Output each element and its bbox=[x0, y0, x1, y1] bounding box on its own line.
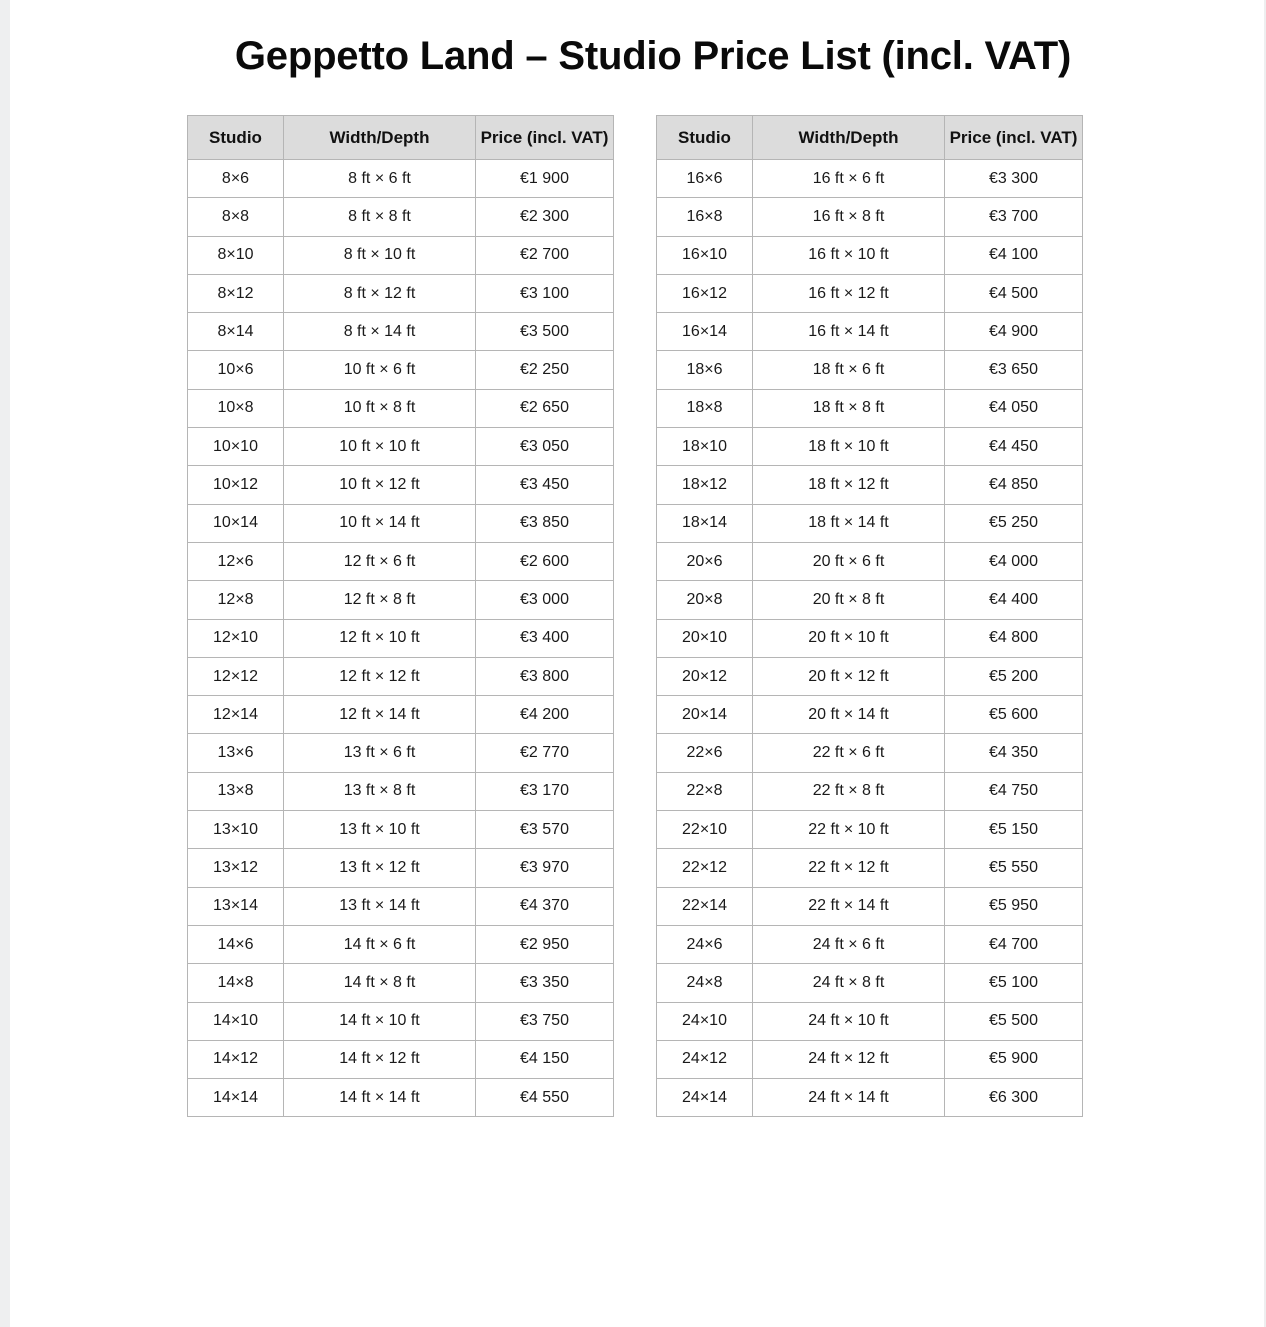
table-row bbox=[657, 428, 1083, 466]
table-row bbox=[188, 274, 614, 312]
cell-studio: 22×6 bbox=[657, 734, 753, 772]
cell-width-depth: 13 ft × 10 ft bbox=[284, 811, 476, 849]
cell-studio: 22×8 bbox=[657, 772, 753, 810]
table-row bbox=[657, 542, 1083, 580]
cell-studio: 12×8 bbox=[188, 581, 284, 619]
cell-width-depth: 20 ft × 14 ft bbox=[753, 696, 945, 734]
cell-studio: 16×12 bbox=[657, 274, 753, 312]
cell-price: €4 150 bbox=[476, 1040, 614, 1078]
cell-price: €4 800 bbox=[945, 619, 1083, 657]
cell-width-depth: 13 ft × 8 ft bbox=[284, 772, 476, 810]
cell-width-depth: 10 ft × 10 ft bbox=[284, 428, 476, 466]
cell-width-depth: 13 ft × 6 ft bbox=[284, 734, 476, 772]
cell-studio: 18×6 bbox=[657, 351, 753, 389]
cell-width-depth: 20 ft × 8 ft bbox=[753, 581, 945, 619]
cell-width-depth: 18 ft × 8 ft bbox=[753, 389, 945, 427]
cell-width-depth: 24 ft × 8 ft bbox=[753, 964, 945, 1002]
cell-width-depth: 12 ft × 12 ft bbox=[284, 657, 476, 695]
table-row bbox=[188, 389, 614, 427]
cell-price: €3 170 bbox=[476, 772, 614, 810]
cell-studio: 8×6 bbox=[188, 160, 284, 198]
table-row bbox=[657, 1079, 1083, 1117]
cell-studio: 20×12 bbox=[657, 657, 753, 695]
cell-width-depth: 14 ft × 8 ft bbox=[284, 964, 476, 1002]
cell-price: €6 300 bbox=[945, 1079, 1083, 1117]
cell-price: €4 100 bbox=[945, 236, 1083, 274]
cell-width-depth: 22 ft × 12 ft bbox=[753, 849, 945, 887]
table-row bbox=[188, 581, 614, 619]
cell-price: €2 300 bbox=[476, 198, 614, 236]
cell-studio: 16×10 bbox=[657, 236, 753, 274]
table-body bbox=[657, 160, 1083, 1117]
cell-studio: 14×14 bbox=[188, 1079, 284, 1117]
cell-width-depth: 8 ft × 14 ft bbox=[284, 313, 476, 351]
cell-width-depth: 18 ft × 14 ft bbox=[753, 504, 945, 542]
document-page bbox=[10, 0, 1264, 1327]
cell-price: €5 250 bbox=[945, 504, 1083, 542]
header-row bbox=[657, 116, 1083, 160]
cell-price: €3 500 bbox=[476, 313, 614, 351]
price-table-left bbox=[187, 115, 614, 1117]
cell-studio: 12×14 bbox=[188, 696, 284, 734]
cell-price: €5 500 bbox=[945, 1002, 1083, 1040]
cell-width-depth: 12 ft × 10 ft bbox=[284, 619, 476, 657]
cell-studio: 10×8 bbox=[188, 389, 284, 427]
table-row bbox=[188, 849, 614, 887]
cell-price: €3 570 bbox=[476, 811, 614, 849]
cell-studio: 14×12 bbox=[188, 1040, 284, 1078]
table-row bbox=[657, 351, 1083, 389]
cell-width-depth: 18 ft × 12 ft bbox=[753, 466, 945, 504]
table-row bbox=[188, 887, 614, 925]
cell-studio: 14×6 bbox=[188, 925, 284, 963]
table-header bbox=[657, 116, 1083, 160]
cell-width-depth: 14 ft × 6 ft bbox=[284, 925, 476, 963]
cell-studio: 16×8 bbox=[657, 198, 753, 236]
table-row bbox=[188, 964, 614, 1002]
cell-width-depth: 24 ft × 12 ft bbox=[753, 1040, 945, 1078]
cell-width-depth: 14 ft × 12 ft bbox=[284, 1040, 476, 1078]
cell-price: €2 250 bbox=[476, 351, 614, 389]
table-row bbox=[188, 772, 614, 810]
table-row bbox=[188, 504, 614, 542]
table-row bbox=[188, 236, 614, 274]
table-row bbox=[188, 313, 614, 351]
cell-width-depth: 24 ft × 10 ft bbox=[753, 1002, 945, 1040]
table-row bbox=[657, 925, 1083, 963]
cell-width-depth: 18 ft × 10 ft bbox=[753, 428, 945, 466]
header-width-depth: Width/Depth bbox=[284, 116, 476, 160]
table-header bbox=[188, 116, 614, 160]
cell-price: €3 400 bbox=[476, 619, 614, 657]
cell-price: €4 750 bbox=[945, 772, 1083, 810]
cell-width-depth: 8 ft × 10 ft bbox=[284, 236, 476, 274]
cell-width-depth: 16 ft × 12 ft bbox=[753, 274, 945, 312]
cell-price: €3 450 bbox=[476, 466, 614, 504]
cell-price: €4 350 bbox=[945, 734, 1083, 772]
cell-price: €5 600 bbox=[945, 696, 1083, 734]
table-row bbox=[188, 619, 614, 657]
cell-width-depth: 22 ft × 8 ft bbox=[753, 772, 945, 810]
cell-studio: 10×14 bbox=[188, 504, 284, 542]
cell-width-depth: 12 ft × 14 ft bbox=[284, 696, 476, 734]
cell-width-depth: 8 ft × 6 ft bbox=[284, 160, 476, 198]
cell-studio: 16×6 bbox=[657, 160, 753, 198]
table-row bbox=[657, 198, 1083, 236]
table-row bbox=[188, 351, 614, 389]
cell-studio: 22×14 bbox=[657, 887, 753, 925]
cell-width-depth: 16 ft × 10 ft bbox=[753, 236, 945, 274]
cell-price: €3 050 bbox=[476, 428, 614, 466]
cell-width-depth: 16 ft × 14 ft bbox=[753, 313, 945, 351]
table-row bbox=[657, 313, 1083, 351]
cell-price: €4 370 bbox=[476, 887, 614, 925]
table-row bbox=[657, 389, 1083, 427]
table-row bbox=[657, 964, 1083, 1002]
cell-studio: 12×12 bbox=[188, 657, 284, 695]
cell-studio: 22×10 bbox=[657, 811, 753, 849]
cell-price: €3 350 bbox=[476, 964, 614, 1002]
cell-studio: 10×12 bbox=[188, 466, 284, 504]
cell-width-depth: 22 ft × 10 ft bbox=[753, 811, 945, 849]
cell-studio: 18×8 bbox=[657, 389, 753, 427]
cell-studio: 14×8 bbox=[188, 964, 284, 1002]
cell-width-depth: 14 ft × 10 ft bbox=[284, 1002, 476, 1040]
cell-studio: 12×6 bbox=[188, 542, 284, 580]
cell-studio: 13×6 bbox=[188, 734, 284, 772]
cell-price: €2 650 bbox=[476, 389, 614, 427]
cell-width-depth: 13 ft × 12 ft bbox=[284, 849, 476, 887]
table-row bbox=[188, 811, 614, 849]
table-row bbox=[657, 466, 1083, 504]
table-row bbox=[657, 1040, 1083, 1078]
cell-studio: 13×10 bbox=[188, 811, 284, 849]
cell-price: €3 650 bbox=[945, 351, 1083, 389]
cell-width-depth: 18 ft × 6 ft bbox=[753, 351, 945, 389]
cell-studio: 8×8 bbox=[188, 198, 284, 236]
cell-studio: 10×6 bbox=[188, 351, 284, 389]
header-price: Price (incl. VAT) bbox=[945, 116, 1083, 160]
cell-price: €5 100 bbox=[945, 964, 1083, 1002]
table-row bbox=[188, 198, 614, 236]
page-title: Geppetto Land – Studio Price List (incl. VAT) bbox=[234, 34, 1072, 78]
cell-studio: 14×10 bbox=[188, 1002, 284, 1040]
table-row bbox=[657, 160, 1083, 198]
table-row bbox=[657, 849, 1083, 887]
table-row bbox=[657, 236, 1083, 274]
table-row bbox=[188, 696, 614, 734]
table-row bbox=[188, 466, 614, 504]
cell-studio: 18×10 bbox=[657, 428, 753, 466]
cell-studio: 24×10 bbox=[657, 1002, 753, 1040]
table-row bbox=[188, 1040, 614, 1078]
cell-price: €3 970 bbox=[476, 849, 614, 887]
cell-studio: 10×10 bbox=[188, 428, 284, 466]
cell-price: €4 000 bbox=[945, 542, 1083, 580]
table-row bbox=[657, 1002, 1083, 1040]
cell-studio: 20×6 bbox=[657, 542, 753, 580]
cell-price: €4 550 bbox=[476, 1079, 614, 1117]
cell-price: €3 750 bbox=[476, 1002, 614, 1040]
cell-width-depth: 10 ft × 6 ft bbox=[284, 351, 476, 389]
table-row bbox=[657, 657, 1083, 695]
cell-studio: 18×14 bbox=[657, 504, 753, 542]
cell-width-depth: 10 ft × 8 ft bbox=[284, 389, 476, 427]
table-row bbox=[188, 160, 614, 198]
header-row bbox=[188, 116, 614, 160]
cell-studio: 22×12 bbox=[657, 849, 753, 887]
cell-price: €4 700 bbox=[945, 925, 1083, 963]
cell-price: €4 200 bbox=[476, 696, 614, 734]
cell-studio: 12×10 bbox=[188, 619, 284, 657]
table-row bbox=[188, 925, 614, 963]
cell-width-depth: 12 ft × 8 ft bbox=[284, 581, 476, 619]
cell-price: €3 300 bbox=[945, 160, 1083, 198]
cell-price: €4 850 bbox=[945, 466, 1083, 504]
cell-studio: 24×12 bbox=[657, 1040, 753, 1078]
cell-price: €1 900 bbox=[476, 160, 614, 198]
cell-studio: 24×14 bbox=[657, 1079, 753, 1117]
cell-studio: 20×10 bbox=[657, 619, 753, 657]
cell-width-depth: 24 ft × 6 ft bbox=[753, 925, 945, 963]
cell-studio: 8×14 bbox=[188, 313, 284, 351]
table-row bbox=[188, 657, 614, 695]
table-row bbox=[657, 772, 1083, 810]
table-row bbox=[188, 1002, 614, 1040]
cell-width-depth: 20 ft × 10 ft bbox=[753, 619, 945, 657]
cell-width-depth: 22 ft × 14 ft bbox=[753, 887, 945, 925]
cell-price: €3 100 bbox=[476, 274, 614, 312]
cell-price: €4 900 bbox=[945, 313, 1083, 351]
cell-price: €4 400 bbox=[945, 581, 1083, 619]
cell-price: €2 700 bbox=[476, 236, 614, 274]
cell-width-depth: 8 ft × 8 ft bbox=[284, 198, 476, 236]
header-studio: Studio bbox=[657, 116, 753, 160]
table-row bbox=[188, 1079, 614, 1117]
cell-width-depth: 24 ft × 14 ft bbox=[753, 1079, 945, 1117]
cell-price: €5 550 bbox=[945, 849, 1083, 887]
cell-studio: 20×14 bbox=[657, 696, 753, 734]
table-row bbox=[657, 504, 1083, 542]
cell-studio: 13×8 bbox=[188, 772, 284, 810]
cell-studio: 24×8 bbox=[657, 964, 753, 1002]
table-row bbox=[657, 696, 1083, 734]
cell-studio: 24×6 bbox=[657, 925, 753, 963]
cell-studio: 8×12 bbox=[188, 274, 284, 312]
cell-price: €3 000 bbox=[476, 581, 614, 619]
cell-price: €4 500 bbox=[945, 274, 1083, 312]
table-row bbox=[188, 542, 614, 580]
cell-price: €4 050 bbox=[945, 389, 1083, 427]
cell-price: €3 800 bbox=[476, 657, 614, 695]
table-row bbox=[188, 428, 614, 466]
cell-width-depth: 12 ft × 6 ft bbox=[284, 542, 476, 580]
cell-price: €4 450 bbox=[945, 428, 1083, 466]
cell-width-depth: 10 ft × 14 ft bbox=[284, 504, 476, 542]
table-row bbox=[657, 274, 1083, 312]
cell-studio: 20×8 bbox=[657, 581, 753, 619]
cell-studio: 16×14 bbox=[657, 313, 753, 351]
cell-price: €5 950 bbox=[945, 887, 1083, 925]
cell-studio: 8×10 bbox=[188, 236, 284, 274]
header-width-depth: Width/Depth bbox=[753, 116, 945, 160]
cell-price: €3 850 bbox=[476, 504, 614, 542]
cell-width-depth: 14 ft × 14 ft bbox=[284, 1079, 476, 1117]
header-studio: Studio bbox=[188, 116, 284, 160]
cell-price: €5 150 bbox=[945, 811, 1083, 849]
cell-price: €2 770 bbox=[476, 734, 614, 772]
cell-studio: 18×12 bbox=[657, 466, 753, 504]
cell-width-depth: 20 ft × 12 ft bbox=[753, 657, 945, 695]
cell-width-depth: 13 ft × 14 ft bbox=[284, 887, 476, 925]
cell-width-depth: 16 ft × 8 ft bbox=[753, 198, 945, 236]
table-row bbox=[657, 734, 1083, 772]
cell-price: €5 200 bbox=[945, 657, 1083, 695]
table-row bbox=[657, 619, 1083, 657]
cell-price: €2 600 bbox=[476, 542, 614, 580]
header-price: Price (incl. VAT) bbox=[476, 116, 614, 160]
cell-width-depth: 8 ft × 12 ft bbox=[284, 274, 476, 312]
table-row bbox=[657, 887, 1083, 925]
cell-price: €2 950 bbox=[476, 925, 614, 963]
cell-studio: 13×12 bbox=[188, 849, 284, 887]
cell-price: €3 700 bbox=[945, 198, 1083, 236]
table-body bbox=[188, 160, 614, 1117]
table-row bbox=[188, 734, 614, 772]
cell-width-depth: 20 ft × 6 ft bbox=[753, 542, 945, 580]
cell-width-depth: 22 ft × 6 ft bbox=[753, 734, 945, 772]
cell-studio: 13×14 bbox=[188, 887, 284, 925]
cell-width-depth: 10 ft × 12 ft bbox=[284, 466, 476, 504]
price-table-right bbox=[656, 115, 1083, 1117]
cell-width-depth: 16 ft × 6 ft bbox=[753, 160, 945, 198]
cell-price: €5 900 bbox=[945, 1040, 1083, 1078]
table-row bbox=[657, 811, 1083, 849]
table-row bbox=[657, 581, 1083, 619]
